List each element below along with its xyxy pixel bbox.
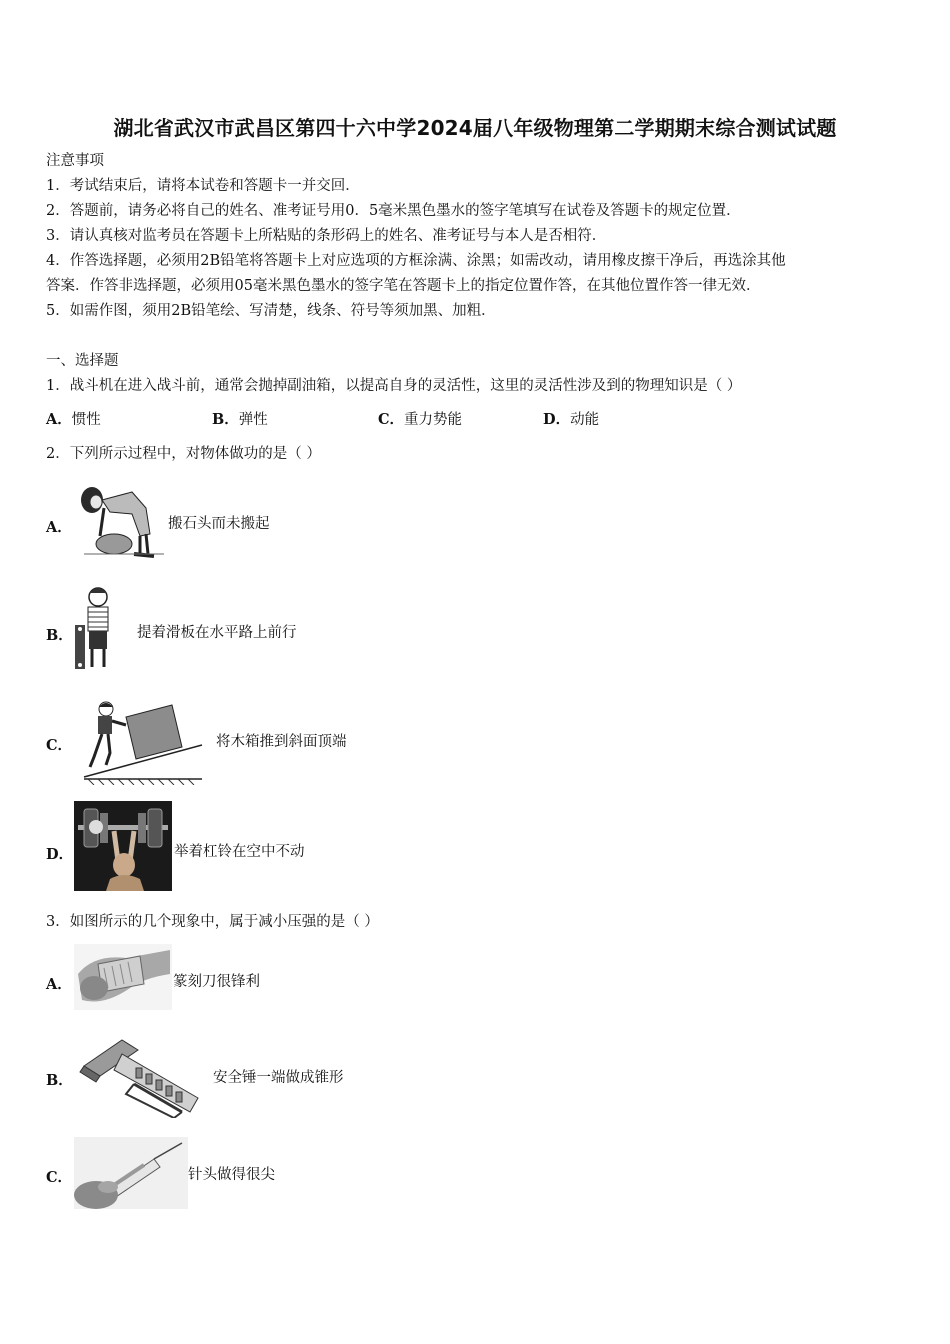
notice-item: 4．作答选择题，必须用2B铅笔将答题卡上对应选项的方框涂满、涂黑；如需改动，请用橡皮擦干净后，再选涂其他 [46,253,786,269]
q1-stem: 1．战斗机在进入战斗前，通常会抛掉副油箱，以提高自身的灵活性，这里的灵活性涉及到的物理知识是（ ） [46,378,742,394]
q3-option-a-text: 篆刻刀很锋利 [173,974,260,990]
option-label: D． [543,411,571,428]
q2-option-b-text: 提着滑板在水平路上前行 [137,625,297,641]
notice-item: 答案．作答非选择题，必须用05毫米黑色墨水的签字笔在答题卡上的指定位置作答，在其他位置作答一律无效． [46,278,761,294]
q3-option-a-label: A． [46,976,72,993]
notice-item: 5．如需作图，须用2B铅笔绘、写清楚，线条、符号等须加黑、加粗． [46,303,496,319]
q2-option-d-label: D． [46,846,74,863]
q2-option-d-text: 举着杠铃在空中不动 [174,844,305,860]
q2-stem: 2．下列所示过程中，对物体做功的是（ ） [46,446,321,462]
carving-knife-figure [74,944,172,1010]
q3-option-b-label: B． [46,1072,73,1089]
notice-item: 1．考试结束后，请将本试卷和答题卡一并交回． [46,178,360,194]
option-text: 惯性 [71,412,101,428]
q2-option-b-label: B． [46,627,73,644]
option-text: 动能 [570,412,600,428]
q2-option-a-label: A． [46,519,72,536]
push-box-incline-figure [80,695,206,785]
q2-option-c-label: C． [46,737,73,754]
lifting-stone-figure [74,478,166,560]
weightlifter-figure [74,801,172,891]
option-text: 重力势能 [404,412,463,428]
section-heading: 一、选择题 [46,353,119,369]
notice-item: 3．请认真核对监考员在答题卡上所粘贴的条形码上的姓名、准考证号与本人是否相符． [46,228,607,244]
q3-stem: 3．如图所示的几个现象中，属于减小压强的是（ ） [46,914,379,930]
syringe-needle-figure [74,1137,188,1209]
q1-option-b [212,410,268,430]
q1-option-a [46,410,101,430]
q3-option-c-text: 针头做得很尖 [188,1167,275,1183]
q3-option-b-text: 安全锤一端做成锥形 [213,1070,344,1086]
q2-option-c-text: 将木箱推到斜面顶端 [216,734,347,750]
q2-option-a-text: 搬石头而未搬起 [168,516,270,532]
page-title: 湖北省武汉市武昌区第四十六中学2024届八年级物理第二学期期末综合测试试题 [113,116,837,140]
option-label: A． [46,411,72,428]
skateboard-boy-figure [72,585,122,675]
notice-heading: 注意事项 [46,153,104,169]
option-label: C． [378,411,405,428]
safety-hammer-figure [78,1032,210,1118]
notice-item: 2．答题前，请务必将自己的姓名、准考证号用0．5毫米黑色墨水的签字笔填写在试卷及答题卡的规定位置． [46,203,741,219]
q1-option-d [543,410,599,430]
q1-option-c [378,410,462,430]
q3-option-c-label: C． [46,1169,73,1186]
option-label: B． [212,411,239,428]
option-text: 弹性 [238,412,268,428]
